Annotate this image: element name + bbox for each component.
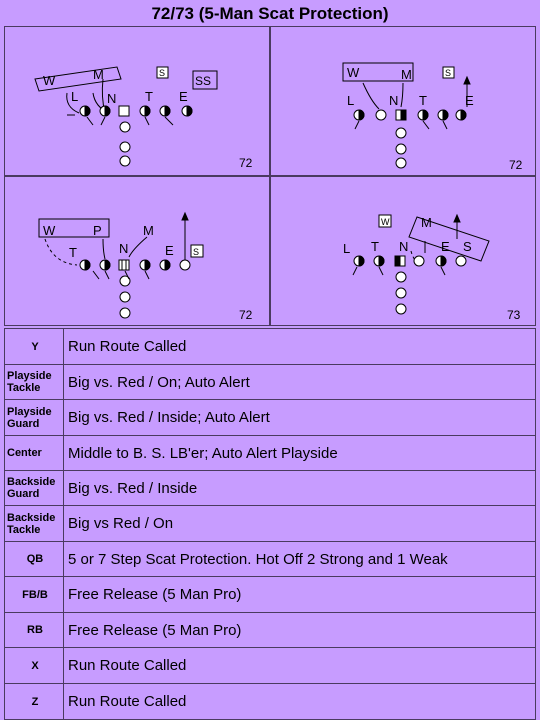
position-cell: Playside Guard xyxy=(5,400,64,436)
diagram-panel-2 xyxy=(270,26,536,176)
formation-label: 72 xyxy=(239,308,253,322)
assignment-cell: Free Release (5 Man Pro) xyxy=(64,577,536,613)
defender-label: L xyxy=(71,89,79,104)
formation-label: 72 xyxy=(509,158,523,172)
defender-label: SS xyxy=(195,74,212,88)
blitz-path xyxy=(129,237,147,257)
defender-label: L xyxy=(343,241,351,256)
formation-label: 73 xyxy=(507,308,521,322)
assignment-cell: Big vs. Red / Inside xyxy=(64,471,536,506)
play-diagram-1 xyxy=(5,27,269,175)
page-title: 72/73 (5-Man Scat Protection) xyxy=(151,4,389,23)
back-circle xyxy=(396,304,406,314)
position-cell: Playside Tackle xyxy=(5,365,64,400)
play-diagram-2 xyxy=(271,27,535,175)
table-row xyxy=(5,329,536,365)
table-row xyxy=(5,506,536,542)
back-circle xyxy=(120,156,130,166)
position-cell: X xyxy=(5,648,64,684)
blitz-path xyxy=(363,83,379,109)
defender-label: W xyxy=(347,65,360,80)
back-circle xyxy=(120,308,130,318)
assignment-cell: 5 or 7 Step Scat Protection. Hot Off 2 Strong and 1 Weak xyxy=(64,542,536,577)
play-diagram-4 xyxy=(271,177,535,325)
defender-label: E xyxy=(441,239,450,254)
back-circle xyxy=(396,288,406,298)
formation-label: 72 xyxy=(239,156,253,170)
table-row xyxy=(5,648,536,684)
position-cell: FB/B xyxy=(5,577,64,613)
table-row xyxy=(5,613,536,648)
defender-label: P xyxy=(93,223,102,238)
defender-label: N xyxy=(389,93,399,108)
defender-label: L xyxy=(347,93,355,108)
defender-label: T xyxy=(69,245,77,260)
defender-label: M xyxy=(401,67,412,82)
blitz-path xyxy=(401,83,403,107)
assignment-cell: Big vs. Red / On; Auto Alert xyxy=(64,365,536,400)
table-row xyxy=(5,542,536,577)
player-circle xyxy=(414,256,424,266)
player-circle xyxy=(180,260,190,270)
defender-label: W xyxy=(43,73,56,88)
player-circle xyxy=(376,110,386,120)
assignment-cell: Free Release (5 Man Pro) xyxy=(64,613,536,648)
defender-label: N xyxy=(119,241,129,256)
assignment-cell: Big vs Red / On xyxy=(64,506,536,542)
defender-label: M xyxy=(143,223,154,238)
position-cell: Z xyxy=(5,684,64,720)
assignment-table xyxy=(4,328,536,720)
defender-label: E xyxy=(179,89,188,104)
player-circle xyxy=(456,256,466,266)
back-circle xyxy=(396,128,406,138)
defender-label: T xyxy=(419,93,427,108)
table-row xyxy=(5,436,536,471)
back-circle xyxy=(120,142,130,152)
defender-label: N xyxy=(107,91,117,106)
table-row xyxy=(5,400,536,436)
back-circle xyxy=(396,158,406,168)
diagram-panel-3 xyxy=(4,176,270,326)
blitz-path xyxy=(103,239,105,259)
defender-label: E xyxy=(465,93,474,108)
assignment-cell: Run Route Called xyxy=(64,329,536,365)
defender-label: S xyxy=(193,247,200,257)
table-row xyxy=(5,365,536,400)
table-row xyxy=(5,684,536,720)
table-row xyxy=(5,471,536,506)
center-square xyxy=(119,260,129,270)
assignment-cell: Run Route Called xyxy=(64,684,536,720)
center-square xyxy=(119,106,129,116)
defender-label: E xyxy=(165,243,174,258)
assignment-cell: Run Route Called xyxy=(64,648,536,684)
back-circle xyxy=(120,292,130,302)
defender-label: S xyxy=(463,239,472,254)
defender-label: N xyxy=(399,239,409,254)
defender-label: S xyxy=(445,68,452,78)
position-cell: Backside Guard xyxy=(5,471,64,506)
position-cell: Backside Tackle xyxy=(5,506,64,542)
defender-label: S xyxy=(159,68,166,78)
defender-label: M xyxy=(421,215,432,230)
defender-label: T xyxy=(145,89,153,104)
defender-label: T xyxy=(371,239,379,254)
back-circle xyxy=(396,272,406,282)
position-cell: QB xyxy=(5,542,64,577)
defender-label: M xyxy=(93,67,104,82)
assignment-cell: Big vs. Red / Inside; Auto Alert xyxy=(64,400,536,436)
position-cell: Y xyxy=(5,329,64,365)
table-row xyxy=(5,577,536,613)
play-diagram-3 xyxy=(5,177,269,325)
position-cell: Center xyxy=(5,436,64,471)
diagram-panel-1 xyxy=(4,26,270,176)
defender-label: W xyxy=(381,217,390,227)
assignment-cell: Middle to B. S. LB'er; Auto Alert Playside xyxy=(64,436,536,471)
defender-label: W xyxy=(43,223,56,238)
back-circle xyxy=(396,144,406,154)
position-cell: RB xyxy=(5,613,64,648)
diagram-panel-4 xyxy=(270,176,536,326)
back-circle xyxy=(120,122,130,132)
